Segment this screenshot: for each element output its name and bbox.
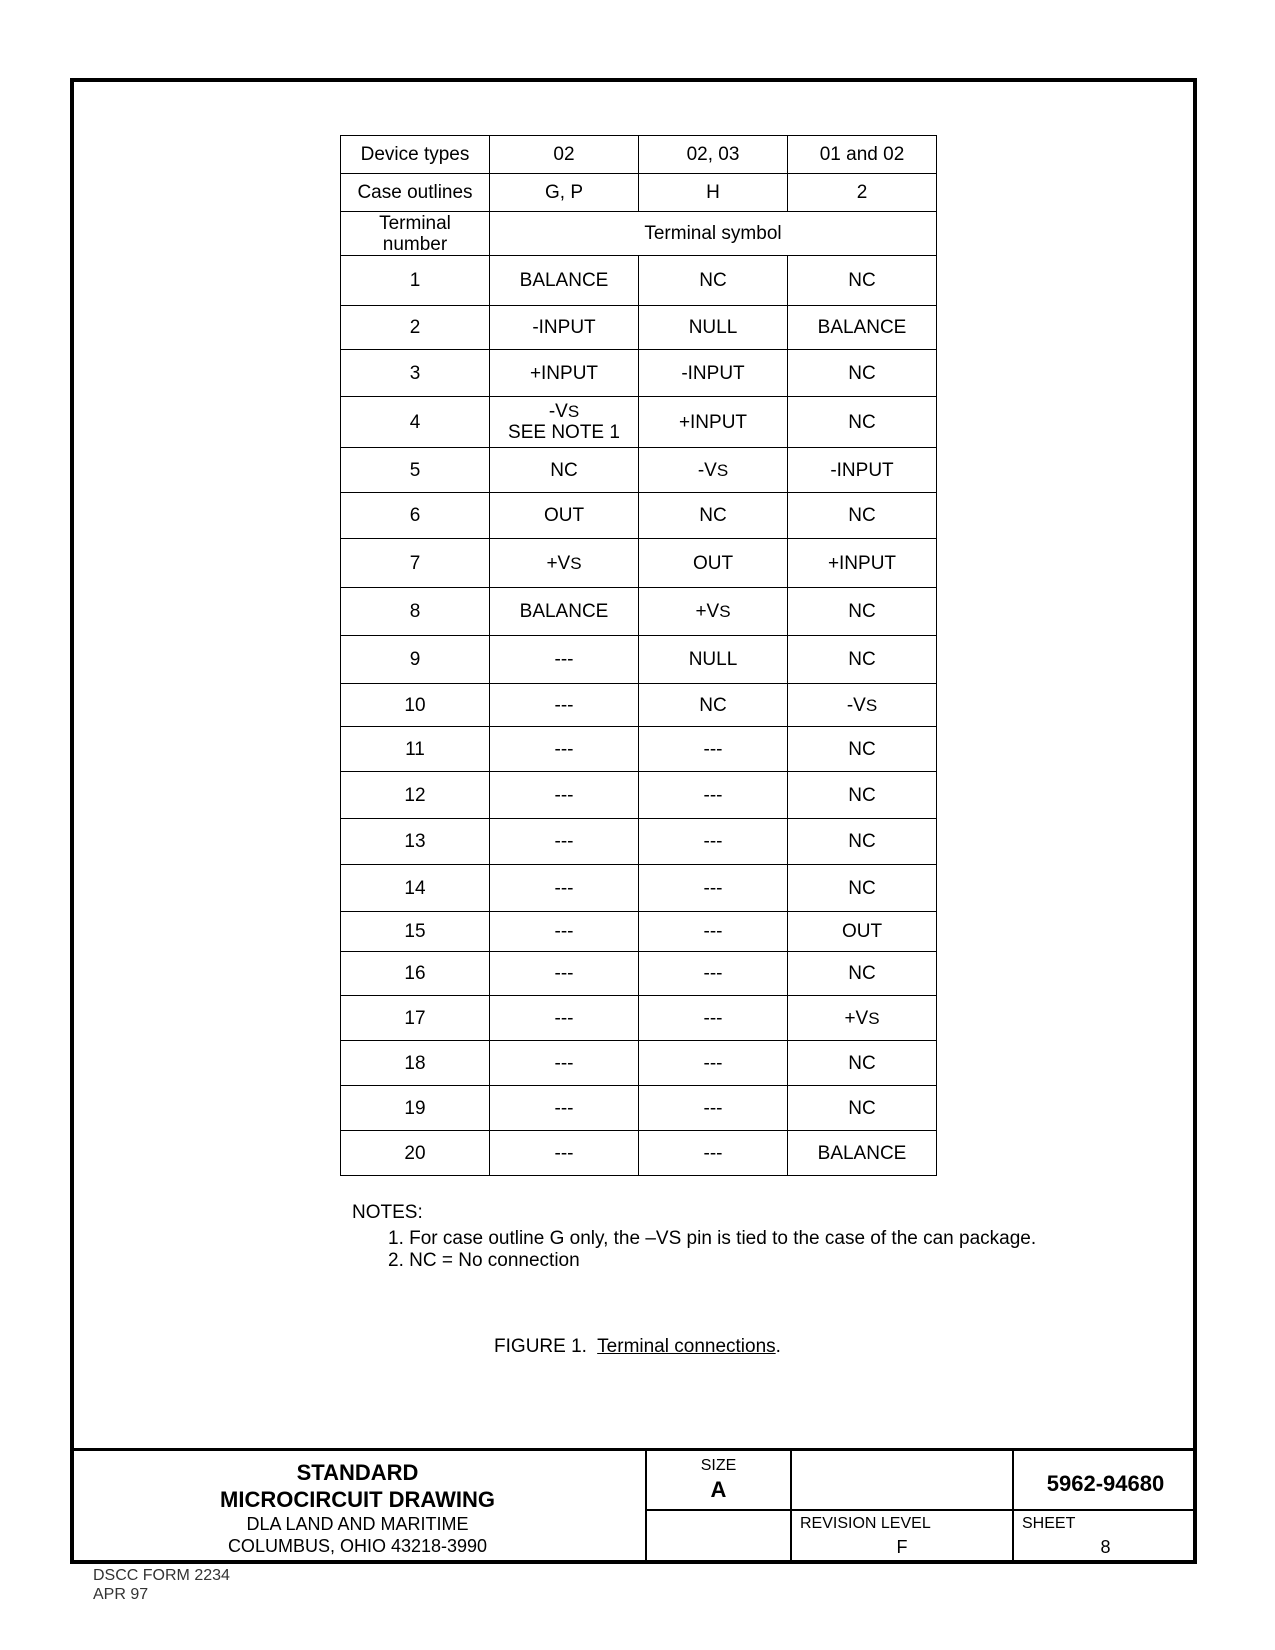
terminal-number-cell: 6 xyxy=(341,493,490,539)
terminal-symbol-cell: --- xyxy=(639,996,788,1041)
terminal-symbol-cell: NC xyxy=(639,684,788,727)
terminal-number-cell: 7 xyxy=(341,539,490,588)
terminal-symbol-cell: NC xyxy=(788,636,937,684)
terminal-symbol-cell: --- xyxy=(639,1041,788,1086)
terminal-symbol-cell: --- xyxy=(639,727,788,772)
terminal-number-cell: 1 xyxy=(341,256,490,306)
terminal-row xyxy=(341,448,937,493)
title-block-name xyxy=(70,1451,645,1564)
terminal-symbol-cell: NC xyxy=(788,588,937,636)
terminal-symbol-cell: -INPUT xyxy=(639,350,788,397)
terminal-symbol-cell: +VS xyxy=(788,996,937,1041)
terminal-symbol-cell: NC xyxy=(788,397,937,448)
terminal-symbol-cell: BALANCE xyxy=(490,256,639,306)
case-outline-cell: 2 xyxy=(788,174,937,212)
terminal-symbol-cell: BALANCE xyxy=(788,306,937,350)
terminal-symbol-cell: NC xyxy=(639,493,788,539)
terminal-number-cell: 11 xyxy=(341,727,490,772)
terminal-symbol-cell: --- xyxy=(490,819,639,865)
terminal-symbol-cell: BALANCE xyxy=(490,588,639,636)
terminal-symbol-cell: -INPUT xyxy=(788,448,937,493)
case-outlines-label: Case outlines xyxy=(341,174,490,212)
terminal-symbol-cell: -VS SEE NOTE 1 xyxy=(490,397,639,448)
terminal-row xyxy=(341,1086,937,1131)
form-number: DSCC FORM 2234 xyxy=(93,1567,230,1584)
terminal-symbol-cell: OUT xyxy=(788,912,937,952)
terminal-row xyxy=(341,865,937,912)
terminal-header-row xyxy=(341,212,937,256)
terminal-symbol-cell: -INPUT xyxy=(490,306,639,350)
size-label: SIZE xyxy=(700,1457,737,1474)
terminal-symbol-cell: NC xyxy=(788,256,937,306)
terminal-symbol-cell: --- xyxy=(490,1131,639,1176)
terminal-symbol-cell: -VS xyxy=(639,448,788,493)
revision-value: F xyxy=(896,1537,908,1557)
terminal-number-cell: 12 xyxy=(341,772,490,819)
terminal-symbol-cell: --- xyxy=(639,952,788,996)
terminal-symbol-cell: --- xyxy=(490,727,639,772)
terminal-connections-table xyxy=(340,135,937,1176)
terminal-symbol-cell: NC xyxy=(788,865,937,912)
sheet-value: 8 xyxy=(1100,1537,1111,1557)
title-agency: DLA LAND AND MARITIME xyxy=(246,1514,469,1534)
terminal-row xyxy=(341,727,937,772)
terminal-row xyxy=(341,636,937,684)
title-block xyxy=(70,1448,1197,1564)
note-item: 1. For case outline G only, the –VS pin is tied to the case of the can package. xyxy=(388,1228,1037,1249)
form-date: APR 97 xyxy=(93,1586,149,1603)
terminal-symbol-cell: NC xyxy=(788,1041,937,1086)
terminal-row xyxy=(341,952,937,996)
terminal-symbol-cell: --- xyxy=(490,684,639,727)
terminal-symbol-cell: OUT xyxy=(490,493,639,539)
terminal-symbol-cell: --- xyxy=(639,1131,788,1176)
sheet-label: SHEET xyxy=(1022,1515,1076,1532)
terminal-symbol-cell: OUT xyxy=(639,539,788,588)
terminal-symbol-cell: -VS xyxy=(788,684,937,727)
terminal-symbol-cell: NC xyxy=(788,1086,937,1131)
figure-suffix: . xyxy=(775,1336,781,1357)
terminal-number-cell: 17 xyxy=(341,996,490,1041)
terminal-number-cell: 14 xyxy=(341,865,490,912)
title-standard: STANDARD xyxy=(296,1460,419,1485)
terminal-number-cell: 10 xyxy=(341,684,490,727)
terminal-symbol-cell: NC xyxy=(788,493,937,539)
case-outline-cell: G, P xyxy=(490,174,639,212)
device-type-cell: 01 and 02 xyxy=(788,136,937,174)
form-footer xyxy=(93,1566,230,1604)
terminal-number-cell: 13 xyxy=(341,819,490,865)
terminal-symbol-cell: --- xyxy=(639,819,788,865)
figure-title: Terminal connections xyxy=(597,1336,776,1357)
terminal-symbol-cell: +INPUT xyxy=(788,539,937,588)
terminal-number-cell: 5 xyxy=(341,448,490,493)
terminal-row xyxy=(341,1131,937,1176)
terminal-number-cell: 8 xyxy=(341,588,490,636)
terminal-symbol-cell: NC xyxy=(490,448,639,493)
terminal-symbol-cell: --- xyxy=(639,865,788,912)
terminal-number-cell: 16 xyxy=(341,952,490,996)
terminal-symbol-cell: --- xyxy=(490,1086,639,1131)
terminal-row xyxy=(341,819,937,865)
terminal-symbol-cell: NC xyxy=(788,772,937,819)
terminal-row xyxy=(341,684,937,727)
terminal-row xyxy=(341,912,937,952)
terminal-number-cell: 19 xyxy=(341,1086,490,1131)
device-types-row xyxy=(341,136,937,174)
terminal-number-cell: 4 xyxy=(341,397,490,448)
notes-section xyxy=(352,1202,1036,1272)
terminal-number-cell: 2 xyxy=(341,306,490,350)
terminal-row xyxy=(341,539,937,588)
terminal-number-cell: 15 xyxy=(341,912,490,952)
terminal-row xyxy=(341,397,937,448)
terminal-symbol-cell: --- xyxy=(490,1041,639,1086)
notes-heading: NOTES: xyxy=(352,1202,423,1223)
size-value: A xyxy=(710,1477,727,1502)
terminal-row xyxy=(341,306,937,350)
terminal-symbol-cell: NC xyxy=(788,727,937,772)
terminal-symbol-cell: --- xyxy=(490,996,639,1041)
terminal-number-cell: 3 xyxy=(341,350,490,397)
figure-caption xyxy=(0,1336,1275,1358)
terminal-symbol-cell: --- xyxy=(490,952,639,996)
terminal-symbol-cell: NC xyxy=(788,350,937,397)
device-types-label: Device types xyxy=(341,136,490,174)
terminal-symbol-cell: NC xyxy=(788,952,937,996)
terminal-number-label: Terminal number xyxy=(341,212,490,256)
terminal-row xyxy=(341,996,937,1041)
terminal-number-cell: 9 xyxy=(341,636,490,684)
device-type-cell: 02 xyxy=(490,136,639,174)
divider xyxy=(645,1509,1194,1511)
terminal-symbol-cell: NC xyxy=(639,256,788,306)
terminal-row xyxy=(341,588,937,636)
revision-label: REVISION LEVEL xyxy=(800,1515,931,1532)
device-type-cell: 02, 03 xyxy=(639,136,788,174)
terminal-symbol-cell: +VS xyxy=(639,588,788,636)
terminal-symbol-cell: --- xyxy=(639,1086,788,1131)
title-microcircuit: MICROCIRCUIT DRAWING xyxy=(220,1487,495,1512)
terminal-symbol-cell: +INPUT xyxy=(490,350,639,397)
terminal-symbol-cell: --- xyxy=(490,636,639,684)
terminal-row xyxy=(341,1041,937,1086)
terminal-symbol-cell: --- xyxy=(639,772,788,819)
terminal-symbol-cell: --- xyxy=(639,912,788,952)
terminal-symbol-cell: --- xyxy=(490,912,639,952)
drawing-number: 5962-94680 xyxy=(1046,1471,1165,1496)
terminal-number-cell: 18 xyxy=(341,1041,490,1086)
terminal-row xyxy=(341,772,937,819)
terminal-symbol-label: Terminal symbol xyxy=(490,212,937,256)
terminal-row xyxy=(341,493,937,539)
terminal-symbol-cell: +INPUT xyxy=(639,397,788,448)
terminal-symbol-cell: BALANCE xyxy=(788,1131,937,1176)
terminal-row xyxy=(341,350,937,397)
terminal-symbol-cell: NC xyxy=(788,819,937,865)
terminal-symbol-cell: NULL xyxy=(639,306,788,350)
terminal-symbol-cell: --- xyxy=(490,865,639,912)
case-outline-cell: H xyxy=(639,174,788,212)
figure-prefix: FIGURE 1. xyxy=(494,1336,587,1357)
case-outlines-row xyxy=(341,174,937,212)
terminal-number-cell: 20 xyxy=(341,1131,490,1176)
note-item: 2. NC = No connection xyxy=(388,1250,580,1271)
title-address: COLUMBUS, OHIO 43218-3990 xyxy=(227,1536,488,1556)
terminal-row xyxy=(341,256,937,306)
terminal-symbol-cell: +VS xyxy=(490,539,639,588)
terminal-symbol-cell: NULL xyxy=(639,636,788,684)
terminal-symbol-cell: --- xyxy=(490,772,639,819)
